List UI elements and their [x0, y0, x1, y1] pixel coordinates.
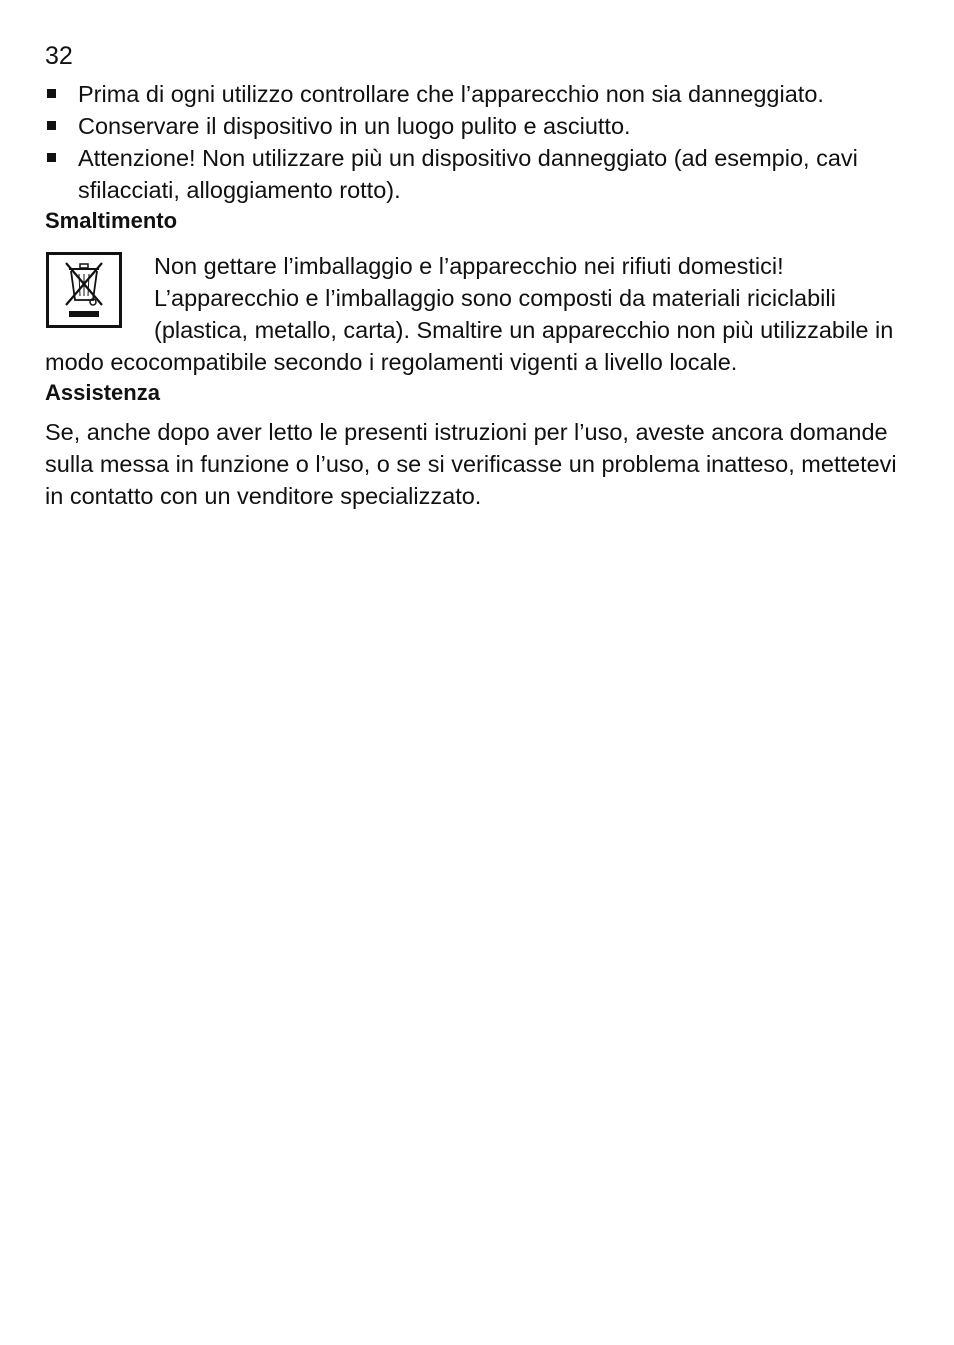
- disposal-text: Non gettare l’imballaggio e l’apparecchio nei rifiuti domestici! L’apparecchio e l’imballaggio sono composti da materiali riciclabili (plastica, metallo, carta). Smaltire un apparecchio non più utilizzabile in modo ecocompatibile secondo i regolamenti vigenti a livello locale.: [45, 253, 894, 375]
- safety-bullet-list: [45, 78, 905, 206]
- bullet-text: Attenzione! Non utilizzare più un dispositivo danneggiato (ad esempio, cavi sfilacciati, alloggiamento rotto).: [78, 145, 858, 203]
- square-bullet-icon: [47, 153, 56, 162]
- square-bullet-icon: [47, 89, 56, 98]
- disposal-heading: Smaltimento: [45, 208, 178, 233]
- disposal-section: [45, 250, 905, 378]
- crossed-out-wheelie-bin-icon: [46, 252, 122, 328]
- manual-page: [45, 40, 905, 512]
- service-heading: Assistenza: [45, 380, 160, 405]
- list-item: [45, 142, 905, 206]
- list-item: [45, 110, 905, 142]
- page-number: 32: [45, 42, 73, 70]
- list-item: [45, 78, 905, 110]
- bullet-text: Conservare il dispositivo in un luogo pulito e asciutto.: [78, 113, 631, 139]
- square-bullet-icon: [47, 121, 56, 130]
- service-text: Se, anche dopo aver letto le presenti istruzioni per l’uso, aveste ancora domande sulla messa in funzione o l’uso, o se si verificasse un problema inatteso, mettetevi in contatto con un venditore specializzato.: [45, 419, 897, 509]
- bullet-text: Prima di ogni utilizzo controllare che l’apparecchio non sia danneggiato.: [78, 81, 824, 107]
